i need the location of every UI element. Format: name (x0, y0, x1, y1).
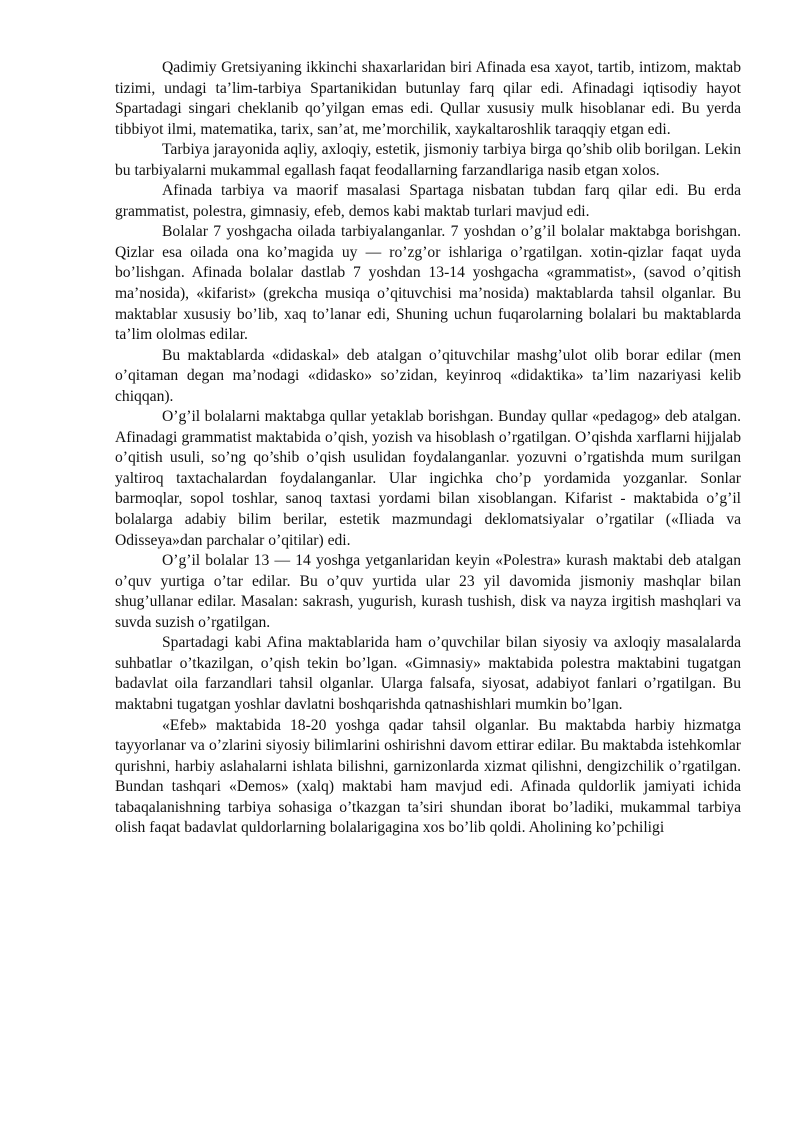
paragraph-tarbiya-jarayoni: Tarbiya jarayonida aqliy, axloqiy, estetik, jismoniy tarbiya birga qo’shib olib borilgan. Lekin bu tarbiyalarni mukammal egallash faqat feodallarning farzandlariga nasib etgan xolos. (115, 141, 741, 179)
paragraph-grammatist-kifarist: Bolalar 7 yoshgacha oilada tarbiyalanganlar. 7 yoshdan o’g’il bolalar maktabga borishgan. Qizlar esa oilada ona ko’magida uy — ro’zg’or ishlariga o’rgatilgan. xotin-qizlar faqat uyda bo’lishgan. Afinada bolalar dastlab 7 yoshdan 13-14 yoshgacha «grammatist», (savod o’qitish ma’nosida), «kifarist» (grekcha musiqa o’qituvchisi ma’nosida) maktablarda tahsil olganlar. Bu maktablar xususiy bo’lib, xaq to’lanar edi, Shuning uchun fuqarolarning bolalari bu maktablarda ta’lim ololmas edilar. (115, 223, 741, 344)
document-page (115, 58, 741, 839)
paragraph-efeb-demos: «Efeb» maktabida 18-20 yoshga qadar tahsil olganlar. Bu maktabda harbiy hizmatga tayyorlanar va o’zlarini siyosiy bilimlarini oshirishni davom ettirar edilar. Bu maktabda istehkomlar qurishni, harbiy aslahalarni ishlata bilishni, garnizonlarda xizmat qilishni, dengizchilik o’rgatilgan. Bundan tashqari «Demos» (xalq) maktabi ham mavjud edi. Afinada quldorlik jamiyati ichida tabaqalanishning tarbiya sohasiga o’tkazgan ta’siri shundan iborat bo’ladiki, mukammal tarbiya olish faqat badavlat quldorlarning bolalarigagina xos bo’lib qoldi. Aholining ko’pchiligi (115, 716, 741, 837)
paragraph-pedagog: O’g’il bolalarni maktabga qullar yetaklab borishgan. Bunday qullar «pedagog» deb atalgan. Afinadagi grammatist maktabida o’qish, yozish va hisoblash o’rgatilgan. O’qishda xarflarni hijjalab o’qitish usuli, so’ng qo’shib o’qish usulidan foydalanganlar. yozuvni o’rgatishda mum surilgan yaltiroq taxtachalardan foydalanganlar. Ular ingichka cho’p yordamida yozganlar. Sonlar barmoqlar, sopol toshlar, sanoq taxtasi yordami bilan xisoblangan. Kifarist - maktabida o’g’il bolalarga adabiy bilim berilar, estetik mazmundagi deklomatsiyalar o’rgatilar («Iliada va Odisseya»dan parchalar o’qitilar) edi. (115, 408, 741, 549)
paragraph-gimnasiy: Spartadagi kabi Afina maktablarida ham o’quvchilar bilan siyosiy va axloqiy masalalarda suhbatlar o’tkazilgan, o’qish tekin bo’lgan. «Gimnasiy» maktabida polestra maktabini tugatgan badavlat oila farzandlari tahsil olganlar. Ularga falsafa, siyosat, adabiyot fanlari o’rgatilgan. Bu maktabni tugatgan yoshlar davlatni boshqarishda qatnashishlari mumkin bo’lgan. (115, 634, 741, 713)
paragraph-maktab-turlari: Afinada tarbiya va maorif masalasi Spartaga nisbatan tubdan farq qilar edi. Bu erda grammatist, polestra, gimnasiy, efeb, demos kabi maktab turlari mavjud edi. (115, 182, 741, 220)
paragraph-afina-intro: Qadimiy Gretsiyaning ikkinchi shaxarlaridan biri Afinada esa xayot, tartib, intizom, maktab tizimi, undagi ta’lim-tarbiya Spartanikidan butunlay farq qilar edi. Afinadagi iqtisodiy hayot Spartadagi singari cheklanib qo’yilgan emas edi. Qullar xususiy mulk hisoblanar edi. Bu yerda tibbiyot ilmi, matematika, tarix, san’at, me’morchilik, xaykaltaroshlik taraqqiy etgan edi. (115, 59, 741, 138)
paragraph-didaskal: Bu maktablarda «didaskal» deb atalgan o’qituvchilar mashg’ulot olib borar edilar (men o’qitaman degan ma’nodagi «didasko» so’zidan, keyinroq «didaktika» ta’lim nazariyasi kelib chiqqan). (115, 346, 741, 405)
paragraph-polestra: O’g’il bolalar 13 — 14 yoshga yetganlaridan keyin «Polestra» kurash maktabi deb atalgan o’quv yurtiga o’tar edilar. Bu o’quv yurtida ular 23 yil davomida jismoniy mashqlar bilan shug’ullanar edilar. Masalan: sakrash, yugurish, kurash tushish, disk va nayza irgitish mashqlari va suvda suzish o’rgatilgan. (115, 552, 741, 631)
